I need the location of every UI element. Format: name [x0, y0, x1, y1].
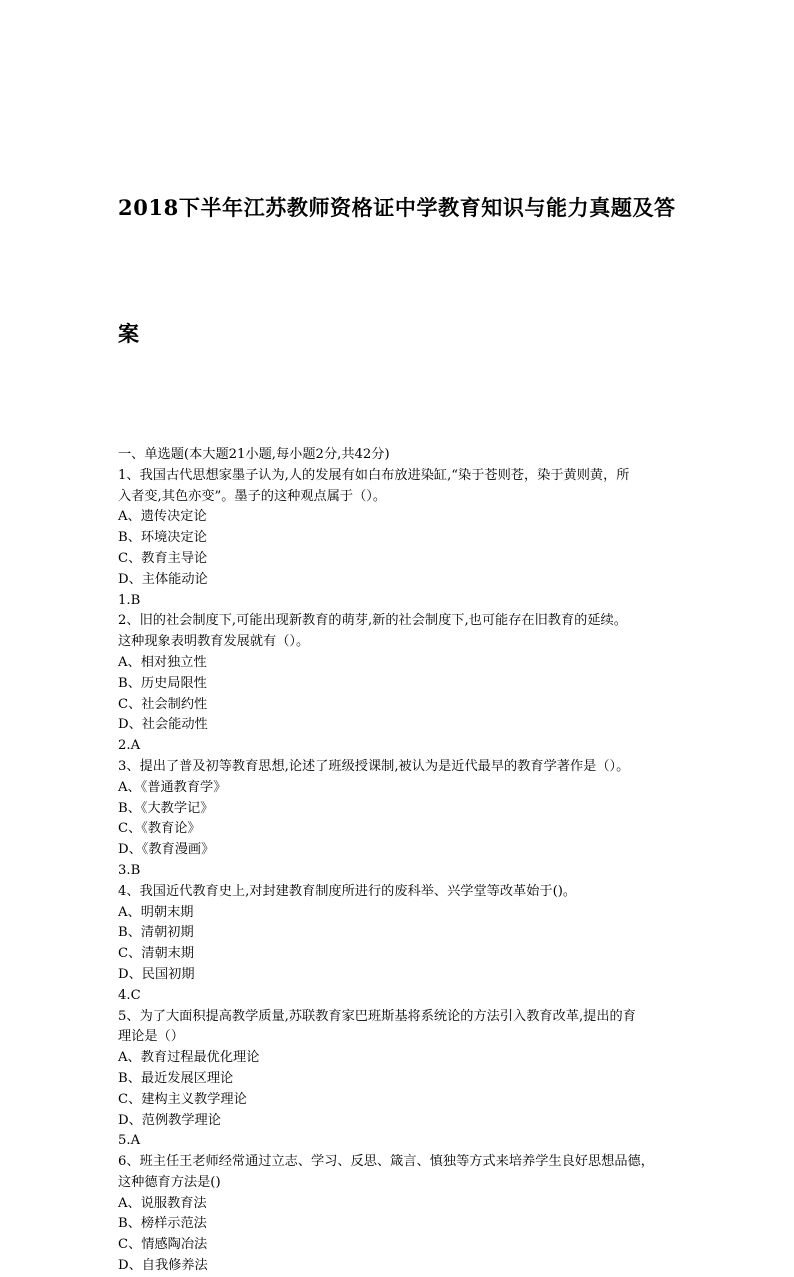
option-d: D、民国初期 — [118, 966, 195, 982]
option-b: B、历史局限性 — [118, 675, 207, 691]
question-stem: 5、为了大面积提高教学质量,苏联教育家巴班斯基将系统论的方法引入教育改革,提出的育 — [118, 1008, 636, 1024]
question-block — [118, 466, 714, 612]
document-title — [118, 103, 714, 439]
option-d: D、范例教学理论 — [118, 1112, 221, 1128]
option-b: B、清朝初期 — [118, 925, 194, 941]
option-a: A、教育过程最优化理论 — [118, 1050, 260, 1066]
question-stem: 2、旧的社会制度下,可能出现新教育的萌芽,新的社会制度下,也可能存在旧教育的延续。 — [118, 613, 627, 629]
title-line: 案 — [118, 321, 140, 346]
question-stem: 6、班主任王老师经常通过立志、学习、反思、箴言、慎独等方式来培养学生良好思想品德， — [118, 1154, 654, 1170]
option-b: B、环境决定论 — [118, 530, 207, 546]
question-stem: 3、提出了普及初等教育思想,论述了班级授课制,被认为是近代最早的教育学著作是（）。 — [118, 758, 630, 774]
option-a: A、明朝末期 — [118, 904, 194, 920]
option-a: A、遗传决定论 — [118, 509, 207, 525]
option-d: D、主体能动论 — [118, 571, 208, 587]
question-stem: 4、我国近代教育史上,对封建教育制度所进行的废科举、兴学堂等改革始于()。 — [118, 883, 577, 899]
option-c: C、《教育论》 — [118, 821, 201, 837]
answer-key: 4.C — [118, 987, 141, 1003]
option-c: C、教育主导论 — [118, 550, 208, 566]
option-c: C、情感陶冶法 — [118, 1237, 208, 1253]
option-d: D、自我修养法 — [118, 1258, 208, 1274]
answer-key: 3.B — [118, 862, 141, 878]
option-b: B、《大教学记》 — [118, 800, 214, 816]
option-a: A、说服教育法 — [118, 1195, 207, 1211]
answer-key: 1.B — [118, 592, 141, 608]
question-stem: 理论是（） — [118, 1029, 184, 1045]
option-c: C、清朝末期 — [118, 946, 195, 962]
question-stem: 入者变,其色亦变”。墨子的这种观点属于（）。 — [118, 488, 387, 504]
question-block — [118, 1152, 714, 1277]
option-a: A、《普通教育学》 — [118, 779, 227, 795]
question-stem: 1、我国古代思想家墨子认为,人的发展有如白布放进染缸,“染于苍则苍，染于黄则黄，所 — [118, 467, 630, 483]
option-d: D、《教育漫画》 — [118, 842, 215, 858]
option-b: B、最近发展区理论 — [118, 1070, 234, 1086]
question-stem: 这种现象表明教育发展就有（）。 — [118, 634, 310, 650]
option-d: D、社会能动性 — [118, 717, 208, 733]
title-line: 2018下半年江苏教师资格证中学教育知识与能力真题及答 — [118, 195, 676, 220]
question-block — [118, 1007, 714, 1153]
section-heading: 一、单选题(本大题21小题,每小题2分,共42分) — [118, 447, 390, 462]
option-b: B、榜样示范法 — [118, 1216, 207, 1232]
answer-key: 5.A — [118, 1133, 141, 1149]
option-c: C、社会制约性 — [118, 696, 208, 712]
question-block — [118, 882, 714, 1007]
question-stem: 这种德育方法是() — [118, 1174, 221, 1190]
question-section — [118, 445, 714, 1277]
answer-key: 2.A — [118, 738, 141, 754]
option-c: C、建构主义教学理论 — [118, 1091, 247, 1107]
question-block — [118, 757, 714, 882]
question-block — [118, 611, 714, 757]
option-a: A、相对独立性 — [118, 654, 207, 670]
